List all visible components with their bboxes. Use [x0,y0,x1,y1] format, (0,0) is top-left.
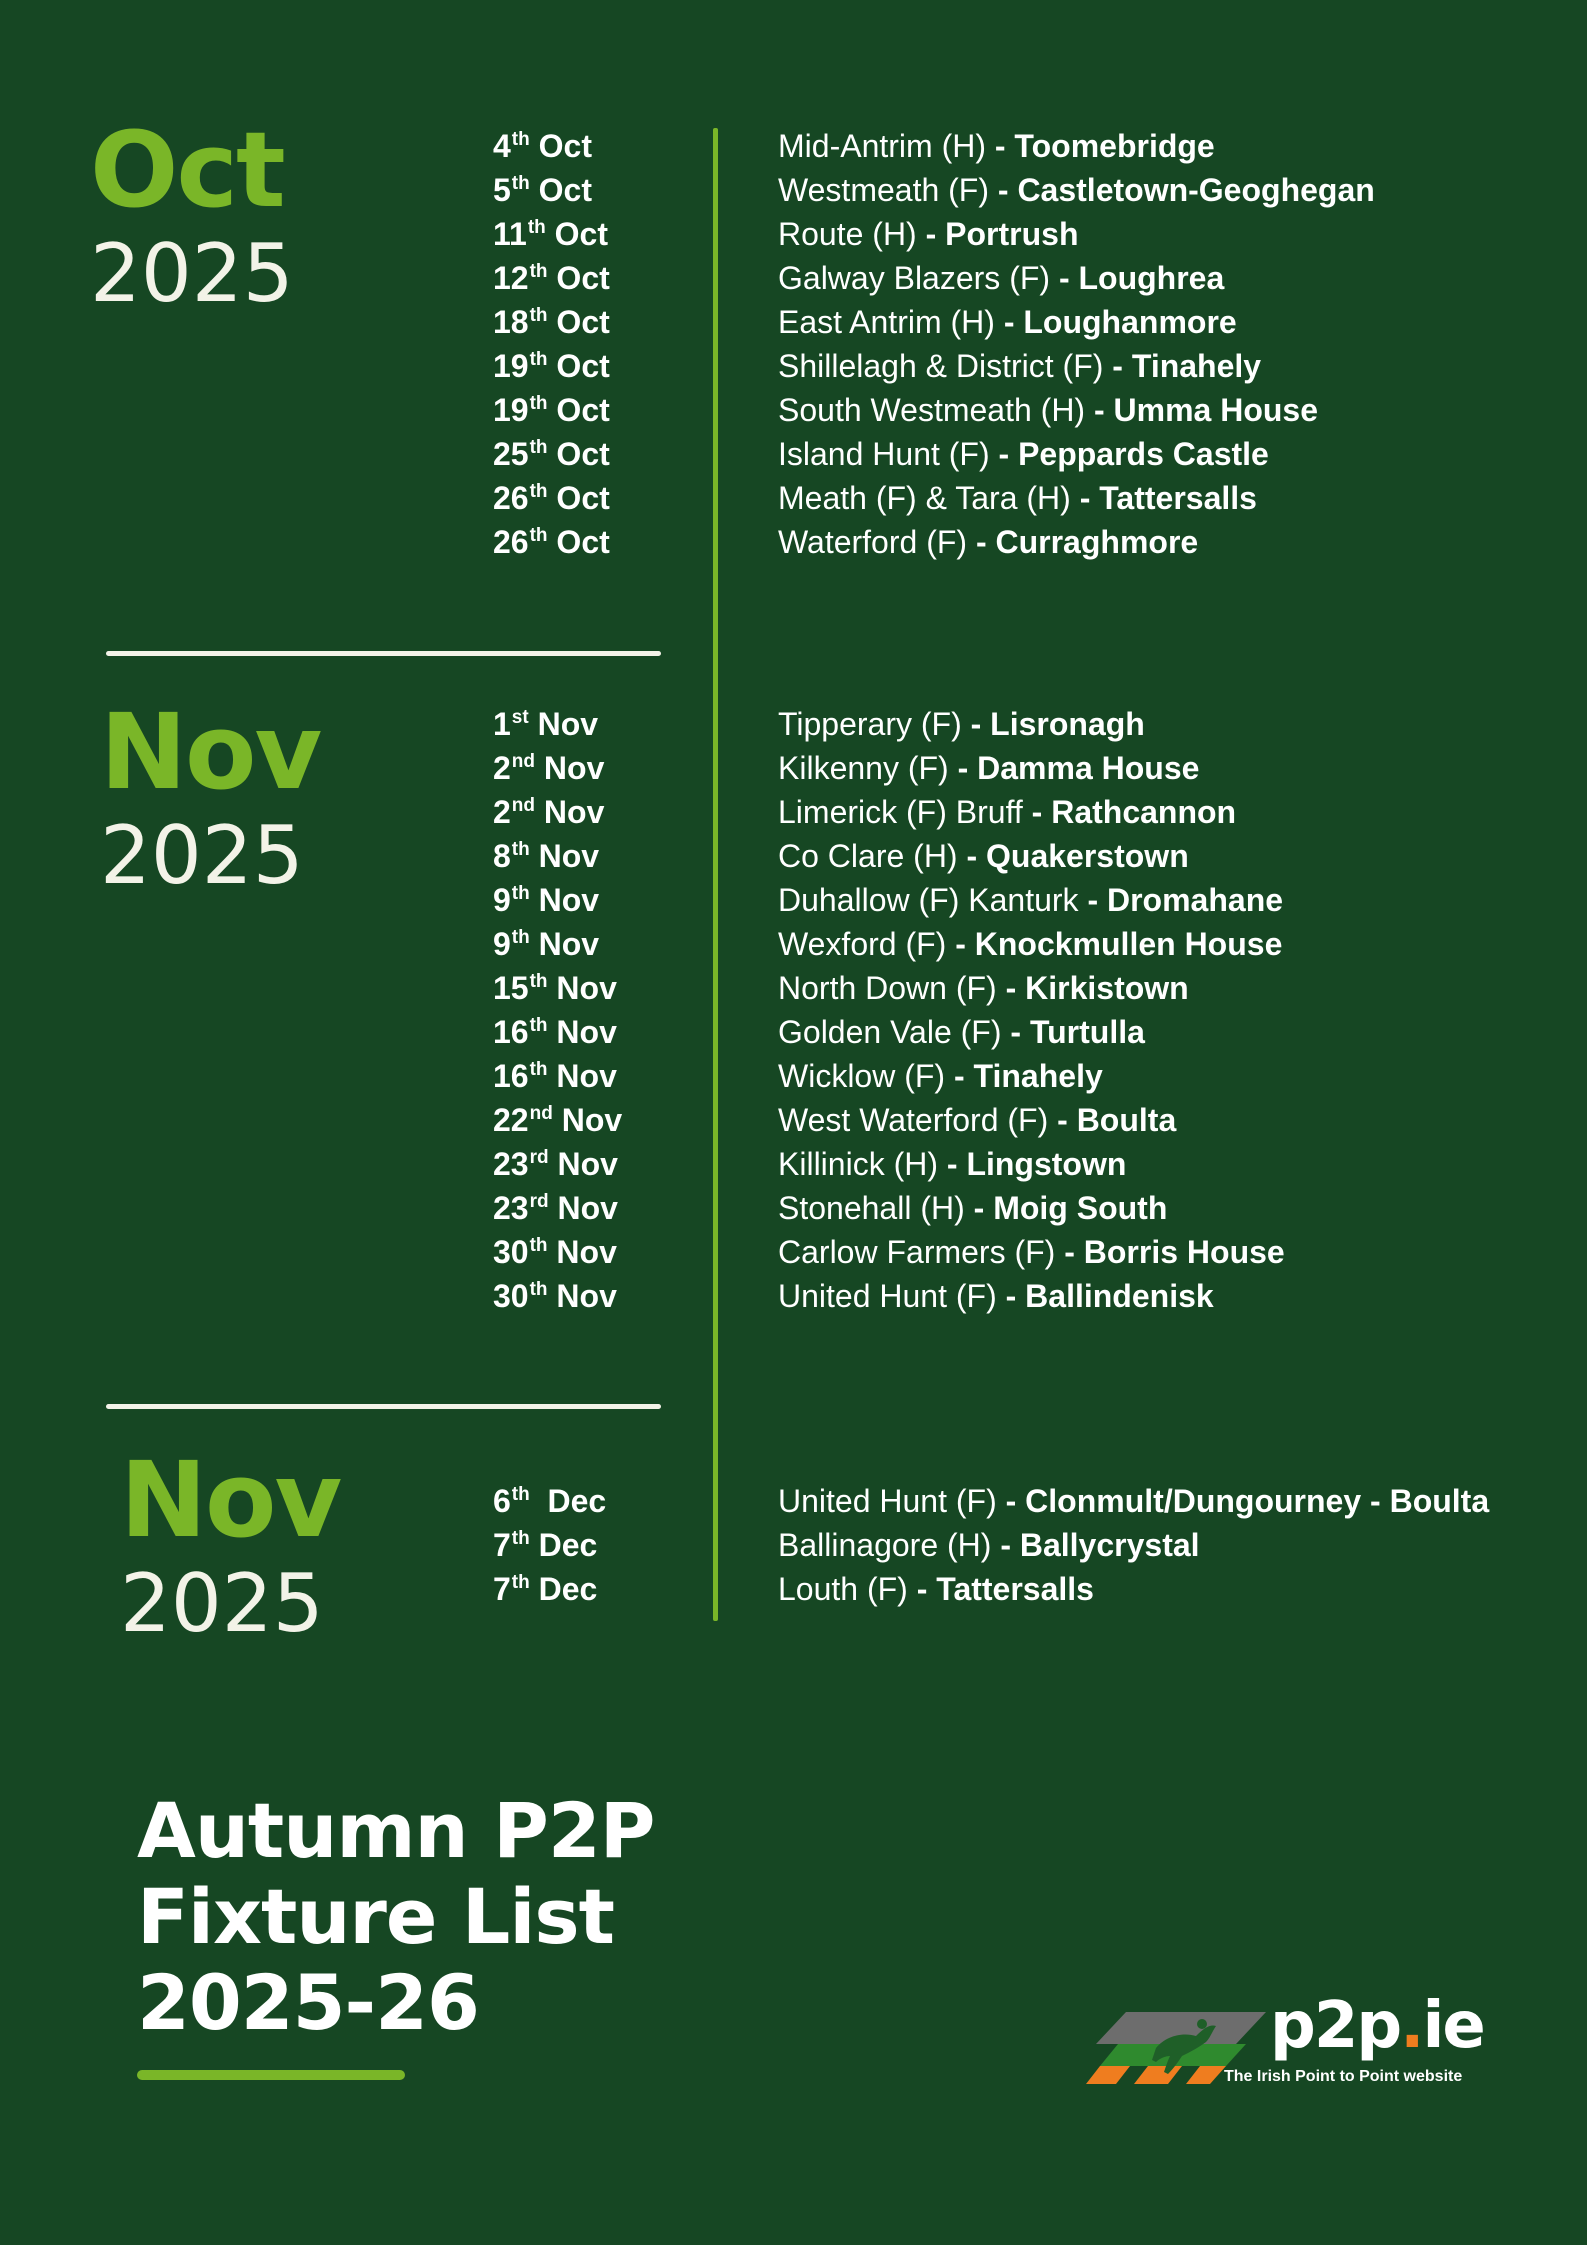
fixture-row [0,702,1587,746]
fixture-date [493,1274,617,1318]
fixture-day: 16 [493,1058,529,1094]
fixture-month: Dec [538,1483,607,1519]
fixture-venue: - Lisronagh [970,706,1145,742]
fixture-month: Nov [556,970,617,1006]
fixture-venue: - Turtulla [1010,1014,1145,1050]
fixture-hunt: Shillelagh & District (F) [778,348,1104,384]
fixture-row [0,432,1587,476]
fixture-event [778,1054,1103,1098]
fixture-day-suffix: th [529,1279,548,1300]
fixture-day: 30 [493,1278,529,1314]
fixture-date [493,1054,617,1098]
fixture-hunt: Co Clare (H) [778,838,958,874]
fixture-event [778,878,1283,922]
fixture-month: Nov [543,750,605,786]
fixture-row [0,790,1587,834]
fixture-venue: - Moig South [973,1190,1168,1226]
fixture-date [493,1230,617,1274]
fixture-month: Nov [537,706,599,742]
fixture-row [0,1230,1587,1274]
fixture-row [0,1098,1587,1142]
fixture-event [778,966,1189,1010]
fixture-row [0,1274,1587,1318]
fixture-venue: - Lingstown [946,1146,1127,1182]
fixture-row [0,124,1587,168]
fixture-hunt: Golden Vale (F) [778,1014,1002,1050]
fixture-day-suffix: st [511,707,529,728]
fixture-row [0,300,1587,344]
fixture-row [0,520,1587,564]
fixture-day: 5 [493,172,511,208]
section-divider [106,1404,661,1409]
fixture-venue: - Borris House [1064,1234,1285,1270]
fixture-hunt: Limerick (F) Bruff [778,794,1023,830]
column-separator [713,128,718,1621]
fixture-month: Oct [538,128,592,164]
fixture-hunt: Galway Blazers (F) [778,260,1051,296]
fixture-date [493,300,610,344]
fixture-month: Oct [556,436,610,472]
fixture-month: Oct [556,480,610,516]
fixture-row [0,212,1587,256]
fixture-day-suffix: th [511,839,530,860]
fixture-day: 16 [493,1014,529,1050]
fixture-row [0,168,1587,212]
month-year: 2025 [120,1557,324,1650]
fixture-day-suffix: th [511,1528,530,1549]
fixture-row [0,1010,1587,1054]
fixture-hunt: Kilkenny (F) [778,750,949,786]
fixture-day: 26 [493,524,529,560]
fixture-event [778,300,1237,344]
fixture-row [0,1186,1587,1230]
fixture-month: Oct [556,524,610,560]
fixture-event [778,1479,1489,1523]
fixture-event [778,1186,1167,1230]
fixture-month: Nov [556,1234,617,1270]
fixture-row [0,922,1587,966]
fixture-day-suffix: th [529,437,548,458]
month-name: Oct [90,109,284,231]
fixture-date [493,746,604,790]
fixture-day-suffix: th [527,217,546,238]
fixture-hunt: Meath (F) & Tara (H) [778,480,1071,516]
fixture-event [778,344,1261,388]
fixture-event [778,1523,1200,1567]
fixture-month: Oct [538,172,592,208]
fixture-venue: - Boulta [1057,1102,1177,1138]
fixture-day-suffix: th [529,305,548,326]
fixture-date [493,256,610,300]
fixture-month: Nov [538,882,600,918]
fixture-day-suffix: rd [529,1147,549,1168]
fixture-venue: - Portrush [925,216,1079,252]
fixture-day: 25 [493,436,529,472]
fixture-day-suffix: th [529,393,548,414]
fixture-list-oct [0,124,1587,564]
fixture-hunt: Killinick (H) [778,1146,938,1182]
fixture-day: 9 [493,882,511,918]
fixture-event [778,922,1282,966]
fixture-date [493,212,608,256]
fixture-day-suffix: th [511,1572,530,1593]
fixture-day: 12 [493,260,529,296]
fixture-event [778,432,1269,476]
fixture-day: 19 [493,392,529,428]
fixture-event [778,520,1198,564]
fixture-day: 7 [493,1527,511,1563]
fixture-day: 4 [493,128,511,164]
fixture-event [778,124,1215,168]
fixture-venue: - Umma House [1093,392,1319,428]
fixture-venue: - Clonmult/Dungourney - Boulta [1005,1483,1490,1519]
fixture-date [493,878,599,922]
fixture-month: Nov [556,1278,617,1314]
fixture-day-suffix: th [511,173,530,194]
fixture-day: 26 [493,480,529,516]
fixture-hunt: Carlow Farmers (F) [778,1234,1056,1270]
fixture-date [493,1479,606,1523]
title-line: Fixture List [137,1872,614,1961]
fixture-event [778,1098,1176,1142]
fixture-day-suffix: nd [511,751,536,772]
fixture-day-suffix: th [529,349,548,370]
fixture-month: Nov [538,926,600,962]
fixture-day-suffix: th [529,971,548,992]
fixture-venue: - Kirkistown [1005,970,1189,1006]
fixture-hunt: Stonehall (H) [778,1190,965,1226]
fixture-date [493,966,617,1010]
fixture-event [778,834,1189,878]
fixture-day-suffix: rd [529,1191,549,1212]
fixture-day: 19 [493,348,529,384]
fixture-month: Oct [556,260,610,296]
fixture-row [0,256,1587,300]
fixture-month: Nov [556,1058,617,1094]
fixture-hunt: Wicklow (F) [778,1058,946,1094]
fixture-venue: - Dromahane [1087,882,1284,918]
fixture-hunt: Wexford (F) [778,926,947,962]
p2p-logo [1086,1989,1484,2092]
fixture-venue: - Castletown-Geoghegan [997,172,1375,208]
fixture-month: Nov [561,1102,623,1138]
title-underline [137,2070,405,2080]
title-line: 2025-26 [137,1958,479,2047]
fixture-day-suffix: nd [529,1103,553,1124]
fixture-event [778,702,1145,746]
fixture-day-suffix: th [529,1235,548,1256]
fixture-event [778,1010,1145,1054]
fixture-date [493,1186,618,1230]
logo-dot: . [1400,1989,1423,2063]
fixture-day-suffix: th [529,481,548,502]
fixture-day: 22 [493,1102,529,1138]
fixture-hunt: West Waterford (F) [778,1102,1049,1138]
fixture-month: Oct [556,304,610,340]
fixture-month: Oct [554,216,608,252]
fixture-hunt: Island Hunt (F) [778,436,990,472]
fixture-day-suffix: th [511,883,530,904]
logo-wordmark [1270,1989,1484,2063]
fixture-day-suffix: th [511,129,530,150]
fixture-day-suffix: th [529,1059,548,1080]
fixture-row [0,834,1587,878]
fixture-venue: - Toomebridge [994,128,1215,164]
fixture-month: Nov [556,1014,617,1050]
fixture-hunt: Route (H) [778,216,917,252]
fixture-date [493,834,599,878]
fixture-month: Dec [538,1571,598,1607]
fixture-date [493,432,610,476]
fixture-date [493,344,610,388]
fixture-venue: - Curraghmore [975,524,1199,560]
fixture-day: 6 [493,1483,511,1519]
fixture-month: Nov [557,1190,618,1226]
fixture-date [493,388,610,432]
fixture-venue: - Knockmullen House [955,926,1283,962]
fixture-venue: - Tinahely [953,1058,1103,1094]
section-divider [106,651,661,656]
fixture-hunt: Louth (F) [778,1571,908,1607]
fixture-venue: - Damma House [957,750,1200,786]
fixture-hunt: Westmeath (F) [778,172,989,208]
fixture-month: Dec [538,1527,598,1563]
fixture-day: 7 [493,1571,511,1607]
fixture-date [493,520,610,564]
fixture-venue: - Loughrea [1058,260,1225,296]
fixture-day: 2 [493,750,511,786]
fixture-event [778,746,1199,790]
fixture-list-dec [0,1479,1587,1611]
fixture-day-suffix: th [511,1484,530,1505]
fixture-month: Nov [538,838,600,874]
fixture-day: 2 [493,794,511,830]
fixture-day: 30 [493,1234,529,1270]
fixture-event [778,212,1078,256]
fixture-day: 11 [493,216,527,252]
fixture-day-suffix: nd [511,795,536,816]
fixture-event [778,1567,1094,1611]
fixture-day: 18 [493,304,529,340]
fixture-row [0,746,1587,790]
month-name: Nov [100,691,321,813]
fixture-venue: - Ballindenisk [1005,1278,1214,1314]
month-name: Nov [120,1439,341,1561]
fixture-row [0,1142,1587,1186]
fixture-row [0,1567,1587,1611]
fixture-event [778,256,1224,300]
fixture-venue: - Tattersalls [1079,480,1257,516]
fixture-date [493,124,592,168]
fixture-date [493,476,610,520]
fixture-venue: - Peppards Castle [998,436,1269,472]
fixture-row [0,388,1587,432]
fixture-venue: - Rathcannon [1031,794,1237,830]
title-line: Autumn P2P [137,1786,655,1875]
fixture-date [493,790,604,834]
fixture-hunt: Tipperary (F) [778,706,962,742]
fixture-hunt: Waterford (F) [778,524,968,560]
fixture-event [778,388,1318,432]
fixture-hunt: East Antrim (H) [778,304,995,340]
fixture-month: Oct [556,348,610,384]
fixture-day: 23 [493,1190,529,1226]
fixture-month: Nov [557,1146,618,1182]
fixture-event [778,476,1257,520]
fixture-hunt: United Hunt (F) [778,1278,997,1314]
fixture-hunt: Mid-Antrim (H) [778,128,986,164]
fixture-day-suffix: th [529,525,548,546]
fixture-day: 15 [493,970,529,1006]
logo-name: p2p [1270,1989,1401,2063]
logo-tld: ie [1422,1989,1484,2063]
fixture-day-suffix: th [511,927,530,948]
fixture-day: 1 [493,706,511,742]
fixture-date [493,1142,618,1186]
month-year: 2025 [100,809,304,902]
fixture-venue: - Tinahely [1112,348,1262,384]
fixture-day-suffix: th [529,1015,548,1036]
fixture-list-nov [0,691,1587,1318]
fixture-day: 8 [493,838,511,874]
fixture-date [493,1567,597,1611]
fixture-venue: - Loughanmore [1003,304,1237,340]
fixture-row [0,476,1587,520]
fixture-hunt: Ballinagore (H) [778,1527,992,1563]
fixture-date [493,168,592,212]
fixture-event [778,1274,1214,1318]
fixture-event [778,790,1236,834]
fixture-row [0,1479,1587,1523]
fixture-event [778,1230,1285,1274]
fixture-venue: - Tattersalls [916,1571,1094,1607]
fixture-list-title [137,1788,654,2046]
fixture-event [778,168,1375,212]
fixture-day: 23 [493,1146,529,1182]
fixture-venue: - Ballycrystal [1000,1527,1200,1563]
fixture-row [0,344,1587,388]
fixture-venue: - Quakerstown [966,838,1189,874]
fixture-date [493,1010,617,1054]
logo-tagline: The Irish Point to Point website [1224,2068,1463,2085]
fixture-hunt: North Down (F) [778,970,997,1006]
fixture-date [493,922,599,966]
fixture-row [0,1523,1587,1567]
fixture-row [0,878,1587,922]
fixture-date [493,702,598,746]
month-year: 2025 [90,227,294,320]
fixture-event [778,1142,1126,1186]
fixture-month: Oct [556,392,610,428]
fixture-hunt: Duhallow (F) Kanturk [778,882,1079,918]
fixture-hunt: South Westmeath (H) [778,392,1086,428]
fixture-day-suffix: th [529,261,548,282]
fixture-hunt: United Hunt (F) [778,1483,997,1519]
fixture-date [493,1098,622,1142]
fixture-row [0,1054,1587,1098]
fixture-row [0,966,1587,1010]
fixture-date [493,1523,597,1567]
fixture-day: 9 [493,926,511,962]
fixture-month: Nov [543,794,605,830]
